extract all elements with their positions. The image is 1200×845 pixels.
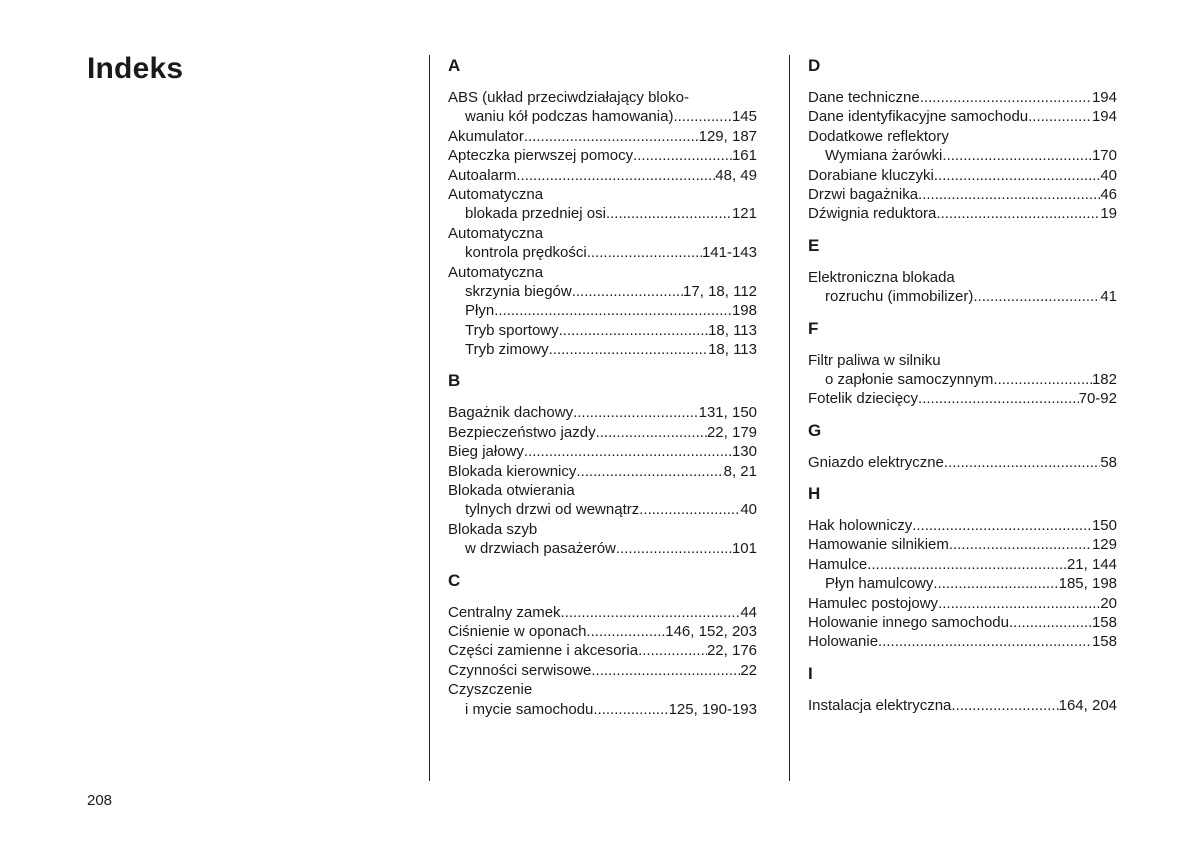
index-entry	[808, 535, 1117, 554]
index-entry-line	[448, 423, 757, 442]
entry-term: Dorabiane kluczyki	[808, 166, 934, 184]
entry-term: i mycie samochodu	[465, 700, 594, 718]
entry-page-ref: 125, 190-193	[668, 700, 757, 718]
index-entry-line	[808, 107, 1117, 126]
section-letter: B	[448, 371, 461, 391]
entry-page-ref: 129	[1091, 536, 1117, 554]
entry-term: ABS (układ przeciwdziałający bloko-	[448, 89, 689, 106]
index-entry-line	[808, 127, 1117, 146]
index-entry	[448, 603, 757, 622]
index-entry-line	[808, 516, 1117, 535]
index-section-c	[448, 571, 757, 719]
index-subentry-line	[448, 282, 757, 301]
entry-page-ref: 70-92	[1078, 390, 1117, 408]
dot-leader	[993, 370, 1092, 389]
entry-term: Dane identyfikacyjne samochodu	[808, 108, 1029, 126]
entry-term: Holowanie	[808, 633, 879, 651]
index-entry-line	[448, 166, 757, 185]
entry-term: Dźwignia reduktora	[808, 205, 937, 223]
section-letter: C	[448, 570, 461, 590]
entry-term: Dodatkowe reflektory	[808, 127, 949, 145]
page-title: Indeks	[87, 52, 184, 85]
index-entry	[448, 423, 757, 442]
column-divider-left	[429, 55, 430, 781]
index-entry-line	[808, 535, 1117, 554]
entry-term: Blokada szyb	[448, 520, 538, 538]
index-entry	[808, 107, 1117, 126]
index-entry	[808, 389, 1117, 408]
index-entry	[448, 661, 757, 680]
entry-page-ref: 129, 187	[698, 127, 757, 145]
dot-leader	[586, 622, 665, 641]
entry-page-ref: 141-143	[701, 244, 757, 262]
index-entry-line	[808, 594, 1117, 613]
index-section-g	[808, 421, 1117, 472]
dot-leader	[933, 574, 1058, 593]
dot-leader	[912, 516, 1092, 535]
index-entry	[448, 622, 757, 641]
entry-page-ref: 194	[1091, 89, 1117, 106]
index-entry-line	[808, 185, 1117, 204]
entry-term: Bezpieczeństwo jazdy	[448, 423, 596, 441]
dot-leader	[572, 282, 683, 301]
index-section-d	[808, 56, 1117, 224]
dot-leader	[561, 603, 741, 622]
dot-leader	[918, 185, 1100, 204]
entry-page-ref: 17, 18, 112	[683, 282, 757, 300]
entry-term: blokada przedniej osi	[465, 205, 606, 223]
section-letter: A	[448, 56, 461, 75]
index-entry	[448, 127, 757, 146]
dot-leader	[951, 696, 1058, 715]
index-entry	[808, 185, 1117, 204]
index-entry-line	[448, 641, 757, 660]
entry-term: Płyn hamulcowy	[825, 575, 934, 593]
index-entry	[448, 263, 757, 360]
entry-term: Części zamienne i akcesoria	[448, 642, 639, 660]
index-entry	[808, 204, 1117, 223]
index-subentry-line	[448, 340, 757, 359]
dot-leader	[1009, 613, 1092, 632]
index-entry-line	[448, 462, 757, 481]
index-entry-line	[808, 166, 1117, 185]
entry-page-ref: 182	[1091, 370, 1117, 388]
dot-leader	[1028, 107, 1092, 126]
page-number: 208	[87, 792, 113, 809]
entry-page-ref: 164, 204	[1058, 696, 1117, 714]
index-entry-line	[448, 661, 757, 680]
dot-leader	[639, 500, 740, 519]
index-entry-line	[808, 555, 1117, 574]
index-entry-line	[808, 268, 1117, 287]
index-entry-line	[448, 127, 757, 146]
index-entry-line	[448, 481, 757, 500]
index-entry	[808, 351, 1117, 390]
dot-leader	[524, 127, 699, 146]
index-entry-line	[808, 632, 1117, 651]
entry-term: Fotelik dziecięcy	[808, 390, 919, 408]
index-subentry-line	[448, 301, 757, 320]
entry-term: Hamulec postojowy	[808, 594, 939, 612]
entry-page-ref: 131, 150	[698, 404, 757, 422]
index-subentry-line	[448, 500, 757, 519]
entry-term: Czynności serwisowe	[448, 661, 592, 679]
entry-page-ref: 101	[731, 540, 757, 558]
index-entry-line	[448, 88, 757, 107]
index-entry	[808, 516, 1117, 535]
entry-page-ref: 22	[740, 661, 757, 679]
entry-page-ref: 150	[1091, 517, 1117, 535]
entry-term: Elektroniczna blokada	[808, 268, 955, 286]
dot-leader	[516, 166, 715, 185]
index-subentry-line	[448, 321, 757, 340]
dot-leader	[576, 462, 723, 481]
dot-leader	[633, 146, 732, 165]
section-letter: H	[808, 484, 821, 504]
index-entry	[448, 224, 757, 263]
entry-page-ref: 158	[1091, 633, 1117, 651]
index-entry	[448, 403, 757, 422]
entry-page-ref: 198	[731, 302, 757, 320]
index-subentry-line	[448, 700, 757, 719]
dot-leader	[920, 88, 1092, 107]
entry-page-ref: 18, 113	[708, 341, 757, 359]
index-entry	[808, 696, 1117, 715]
dot-leader	[591, 661, 740, 680]
index-subentry-line	[808, 574, 1117, 593]
entry-page-ref: 18, 113	[708, 321, 757, 339]
entry-page-ref: 22, 176	[706, 642, 757, 660]
index-entry-line	[808, 88, 1117, 107]
dot-leader	[973, 287, 1100, 306]
entry-page-ref: 130	[731, 443, 757, 461]
index-entry-line	[448, 622, 757, 641]
entry-term: Dane techniczne	[808, 89, 920, 106]
entry-page-ref: 194	[1091, 108, 1117, 126]
entry-page-ref: 8, 21	[723, 462, 757, 480]
index-entry-line	[448, 603, 757, 622]
index-entry-line	[448, 185, 757, 204]
dot-leader	[878, 632, 1092, 651]
entry-term: Gniazdo elektryczne	[808, 453, 944, 471]
entry-page-ref: 41	[1100, 288, 1117, 306]
index-section-e	[808, 236, 1117, 307]
entry-term: Ciśnienie w oponach	[448, 622, 587, 640]
index-column-left	[448, 56, 757, 719]
entry-term: Wymiana żarówki	[825, 147, 943, 165]
entry-term: rozruchu (immobilizer)	[825, 288, 974, 306]
dot-leader	[944, 453, 1100, 472]
dot-leader	[918, 389, 1079, 408]
index-subentry-line	[448, 243, 757, 262]
entry-page-ref: 158	[1091, 614, 1117, 632]
entry-term: w drzwiach pasażerów	[465, 540, 616, 558]
index-section-b	[448, 371, 757, 558]
index-entry	[448, 641, 757, 660]
entry-term: Centralny zamek	[448, 603, 561, 621]
entry-page-ref: 44	[740, 603, 757, 621]
index-entry-line	[808, 351, 1117, 370]
entry-term: tylnych drzwi od wewnątrz	[465, 501, 640, 519]
entry-page-ref: 185, 198	[1058, 575, 1117, 593]
entry-page-ref: 19	[1100, 205, 1117, 223]
index-column-right	[808, 56, 1117, 715]
dot-leader	[573, 403, 699, 422]
entry-term: Hak holowniczy	[808, 517, 913, 535]
entry-page-ref: 46	[1100, 185, 1117, 203]
entry-term: Blokada otwierania	[448, 482, 575, 500]
index-entry	[448, 442, 757, 461]
index-entry-line	[448, 146, 757, 165]
index-entry-line	[448, 403, 757, 422]
entry-page-ref: 145	[731, 108, 757, 126]
entry-term: skrzynia biegów	[465, 282, 572, 300]
index-entry-line	[808, 613, 1117, 632]
index-entry-line	[448, 520, 757, 539]
dot-leader	[638, 641, 707, 660]
entry-page-ref: 161	[731, 147, 757, 165]
entry-page-ref: 20	[1100, 594, 1117, 612]
dot-leader	[934, 166, 1100, 185]
dot-leader	[596, 423, 707, 442]
section-letter: D	[808, 56, 821, 75]
index-entry-line	[808, 389, 1117, 408]
index-subentry-line	[808, 146, 1117, 165]
index-entry-line	[448, 224, 757, 243]
dot-leader	[942, 146, 1092, 165]
entry-term: Bagażnik dachowy	[448, 404, 574, 422]
section-letter: F	[808, 318, 819, 338]
section-letter: G	[808, 420, 822, 440]
entry-term: Tryb sportowy	[465, 321, 559, 339]
entry-term: Filtr paliwa w silniku	[808, 351, 941, 369]
index-entry	[808, 613, 1117, 632]
entry-term: Bieg jałowy	[448, 443, 524, 461]
dot-leader	[673, 107, 732, 126]
index-entry-line	[448, 263, 757, 282]
dot-leader	[949, 535, 1092, 554]
entry-page-ref: 170	[1091, 147, 1117, 165]
entry-term: Blokada kierownicy	[448, 462, 577, 480]
entry-page-ref: 40	[740, 501, 757, 519]
index-subentry-line	[808, 370, 1117, 389]
section-letter: I	[808, 663, 813, 683]
index-entry	[808, 88, 1117, 107]
entry-page-ref: 121	[731, 205, 757, 223]
entry-term: Automatyczna	[448, 263, 544, 281]
index-section-a	[448, 56, 757, 359]
index-entry-line	[448, 680, 757, 699]
index-entry-line	[808, 204, 1117, 223]
entry-page-ref: 146, 152, 203	[665, 622, 757, 640]
index-entry-line	[448, 442, 757, 461]
dot-leader	[938, 594, 1100, 613]
dot-leader	[494, 301, 732, 320]
index-entry	[808, 166, 1117, 185]
dot-leader	[616, 539, 732, 558]
index-entry	[808, 594, 1117, 613]
column-divider-right	[789, 55, 790, 781]
index-entry	[808, 127, 1117, 166]
entry-term: Hamowanie silnikiem	[808, 536, 949, 554]
entry-page-ref: 22, 179	[706, 423, 757, 441]
entry-term: Hamulce	[808, 555, 868, 573]
index-entry-line	[808, 453, 1117, 472]
entry-page-ref: 21, 144	[1066, 555, 1117, 573]
dot-leader	[867, 555, 1067, 574]
entry-term: Akumulator	[448, 127, 524, 145]
entry-term: Czyszczenie	[448, 681, 533, 699]
entry-term: Holowanie innego samochodu	[808, 614, 1009, 632]
entry-term: kontrola prędkości	[465, 244, 587, 262]
dot-leader	[606, 204, 732, 223]
index-entry	[448, 520, 757, 559]
index-entry	[808, 555, 1117, 594]
index-entry	[448, 166, 757, 185]
entry-term: Płyn	[465, 302, 495, 320]
entry-page-ref: 40	[1100, 166, 1117, 184]
entry-term: Tryb zimowy	[465, 341, 549, 359]
index-section-h	[808, 484, 1117, 652]
dot-leader	[549, 340, 708, 359]
index-entry	[808, 268, 1117, 307]
entry-term: Drzwi bagażnika	[808, 185, 919, 203]
index-entry	[448, 146, 757, 165]
index-subentry-line	[808, 287, 1117, 306]
entry-term: Apteczka pierwszej pomocy	[448, 147, 634, 165]
index-entry	[448, 185, 757, 224]
index-entry	[448, 88, 757, 127]
dot-leader	[559, 321, 708, 340]
dot-leader	[936, 204, 1100, 223]
index-entry-line	[808, 696, 1117, 715]
entry-term: waniu kół podczas hamowania)	[465, 108, 674, 126]
entry-page-ref: 48, 49	[715, 166, 757, 184]
index-section-i	[808, 664, 1117, 715]
dot-leader	[524, 442, 732, 461]
entry-term: Automatyczna	[448, 185, 544, 203]
index-entry	[448, 462, 757, 481]
entry-term: Autoalarm	[448, 166, 517, 184]
index-subentry-line	[448, 107, 757, 126]
dot-leader	[593, 700, 668, 719]
entry-term: Instalacja elektryczna	[808, 696, 952, 714]
dot-leader	[587, 243, 702, 262]
index-entry	[808, 453, 1117, 472]
entry-term: o zapłonie samoczynnym	[825, 370, 994, 388]
section-letter: E	[808, 235, 820, 255]
index-section-f	[808, 319, 1117, 409]
entry-page-ref: 58	[1100, 453, 1117, 471]
index-entry	[448, 680, 757, 719]
entry-term: Automatyczna	[448, 224, 544, 242]
index-subentry-line	[448, 204, 757, 223]
index-subentry-line	[448, 539, 757, 558]
index-entry	[448, 481, 757, 520]
index-entry	[808, 632, 1117, 651]
